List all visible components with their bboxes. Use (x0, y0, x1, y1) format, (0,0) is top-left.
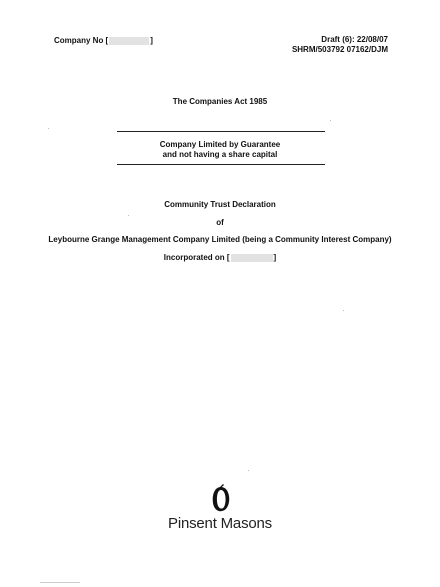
scan-speck (40, 582, 80, 583)
company-number-close: ] (150, 36, 153, 45)
bottom-rule (117, 164, 325, 165)
company-type-line2: and not having a share capital (162, 150, 278, 159)
scan-speck (48, 128, 49, 129)
company-name: Leybourne Grange Management Company Limited (being a Community Interest Company) (48, 235, 392, 244)
company-type-line1: Company Limited by Guarantee (159, 140, 281, 149)
company-type (0, 140, 440, 160)
incorporation-date (0, 253, 440, 262)
act-title: The Companies Act 1985 (172, 97, 268, 106)
top-rule (117, 131, 325, 132)
scan-speck (128, 215, 129, 216)
pinsent-masons-logo-icon (211, 484, 231, 519)
draft-version: Draft (6): 22/08/07 (321, 35, 388, 44)
draft-info (292, 35, 388, 54)
incorporated-close: ] (273, 253, 277, 262)
company-number (54, 36, 153, 45)
brand-name: Pinsent Masons (168, 515, 272, 532)
redacted-incorporation-date (231, 254, 273, 262)
declaration-title: Community Trust Declaration (164, 200, 276, 209)
of-text: of (216, 218, 224, 227)
scan-speck (343, 310, 344, 311)
scan-speck (330, 120, 331, 121)
reference-number: SHRM/503792 07162/DJM (291, 45, 388, 54)
company-number-label: Company No [ (54, 36, 109, 45)
incorporated-label: Incorporated on [ (163, 253, 230, 262)
scan-speck (248, 470, 249, 471)
redacted-company-number (109, 37, 149, 45)
